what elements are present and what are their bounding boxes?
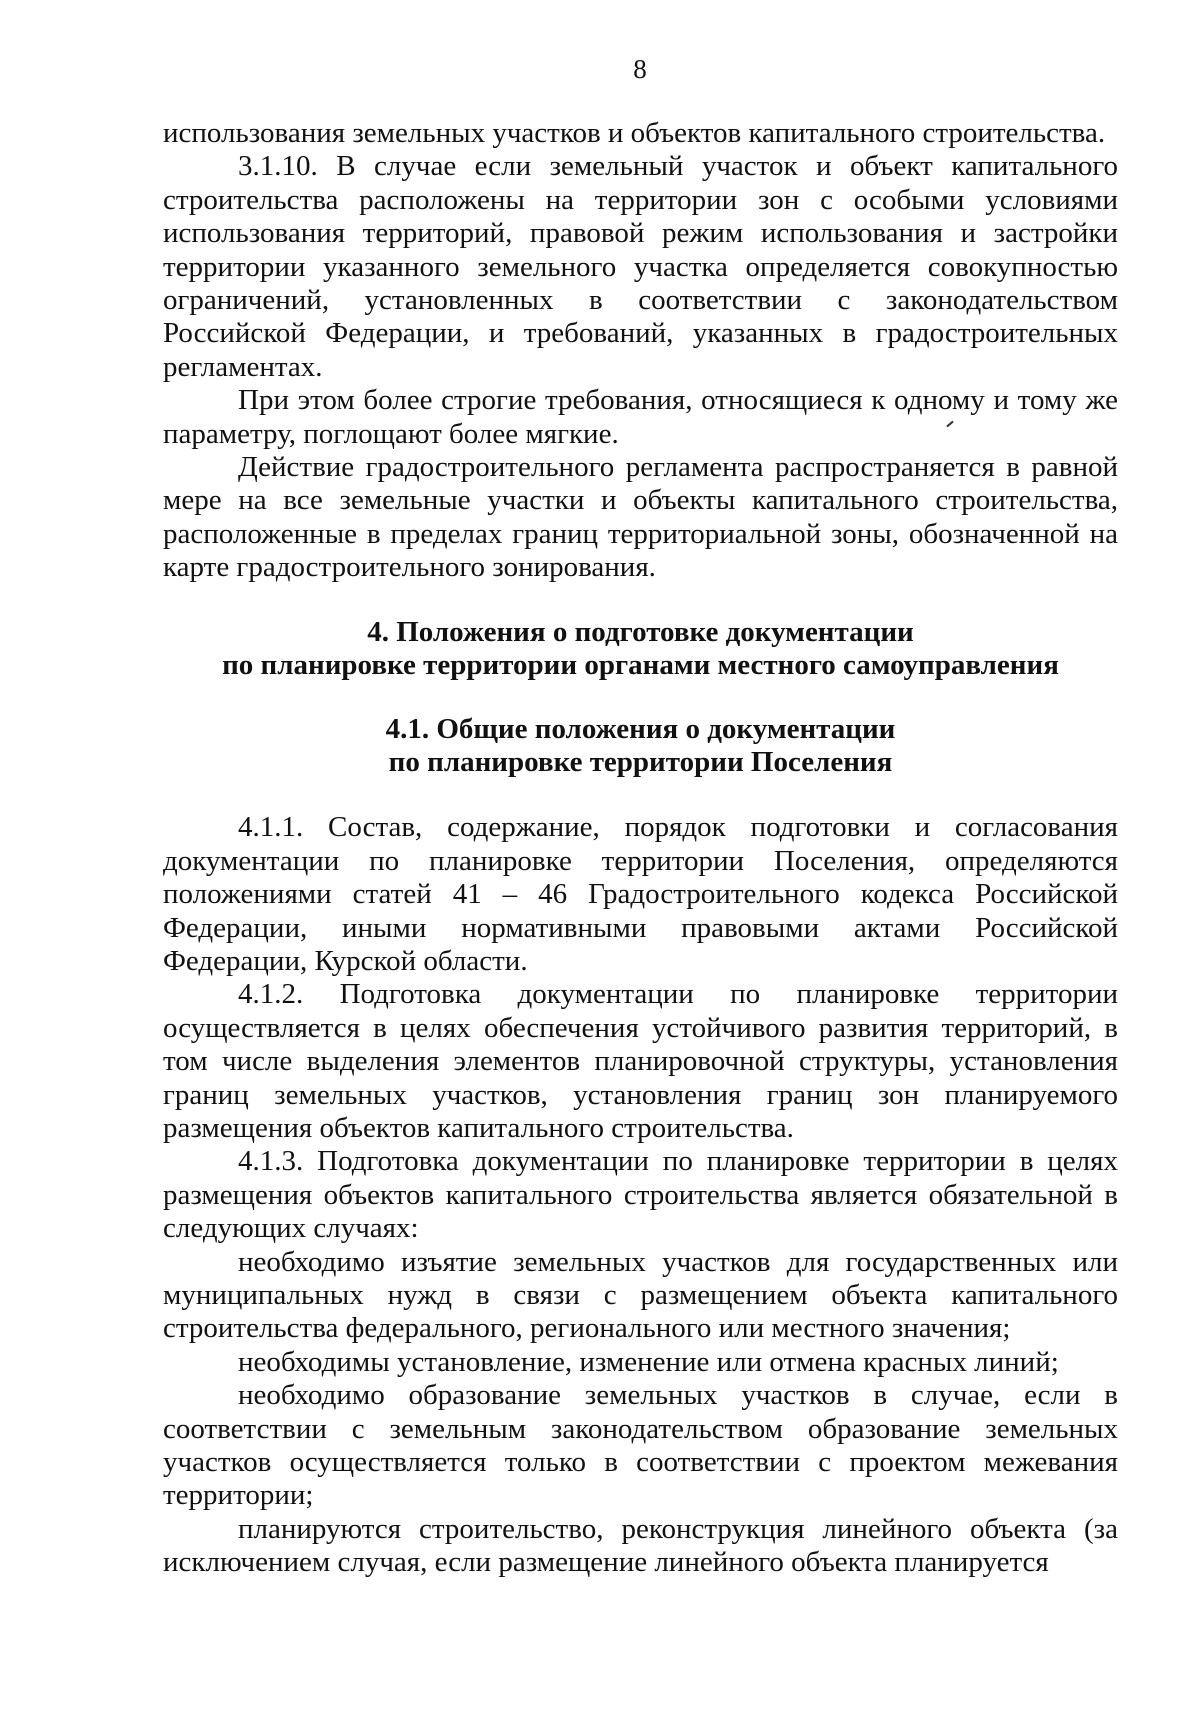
document-body xyxy=(163,117,1118,1580)
paragraph-regulation-scope: Действие градостроительного регламента распространяется в равной мере на все земельные участки и объекты капитального строительства, расположенные в пределах границ территориальной зоны, обозначенной на карте градостроительного зонирования. xyxy=(163,451,1118,584)
list-item-linear-object: планируются строительство, реконструкция линейного объекта (за исключением случая, если размещение линейного объекта планируется xyxy=(163,1512,1118,1579)
paragraph-strict-requirements: При этом более строгие требования, относящиеся к одному и тому же параметру, поглощают более мягкие. xyxy=(163,384,1118,450)
paragraph-continuation: использования земельных участков и объектов капитального строительства. xyxy=(163,117,1106,149)
paragraph-4-1-2: 4.1.2. Подготовка документации по планировке территории осуществляется в целях обеспечения устойчивого развития территорий, в том числе выделения элементов планировочной структуры, установления границ земельных участков, установления границ зон планируемого размещения объектов капитального строительства. xyxy=(163,978,1118,1144)
paragraph-3-1-10: 3.1.10. В случае если земельный участок и объект капитального строительства расположены на территории зон с особыми условиями использования территорий, правовой режим использования и застройки территории указанного земельного участка определяется совокупностью ограничений, установленных в соответствии с законодательством Российской Федерации, и требований, указанных в градостроительных регламентах. xyxy=(163,150,1118,383)
section-4-1-heading-line-1: 4.1. Общие положения о документации xyxy=(385,712,896,745)
paragraph-4-1-1: 4.1.1. Состав, содержание, порядок подготовки и согласования документации по планировке территории Поселения, определяются положениями статей 41 – 46 Градостроительного кодекса Российской Федерации, иными нормативными правовыми актами Российской Федерации, Курской области. xyxy=(163,811,1118,977)
list-item-red-lines: необходимы установление, изменение или отмена красных линий; xyxy=(238,1345,1059,1378)
paragraph-4-1-3: 4.1.3. Подготовка документации по планировке территории в целях размещения объектов капитального строительства является обязательной в следующих случаях: xyxy=(163,1145,1118,1245)
section-4-1-heading-line-2: по планировке территории Поселения xyxy=(388,745,893,778)
page-number: 8 xyxy=(633,54,647,84)
section-4-heading-line-1: 4. Положения о подготовке документации xyxy=(367,615,914,648)
list-item-land-formation: необходимо образование земельных участков в случае, если в соответствии с земельным законодательством образование земельных участков осуществляется только в соответствии с проектом межевания территории; xyxy=(163,1379,1118,1512)
section-4-heading-line-2: по планировке территории органами местного самоуправления xyxy=(222,649,1059,682)
list-item-land-withdrawal: необходимо изъятие земельных участков для государственных или муниципальных нужд в связи с размещением объекта капитального строительства федерального, регионального или местного значения; xyxy=(163,1245,1118,1345)
